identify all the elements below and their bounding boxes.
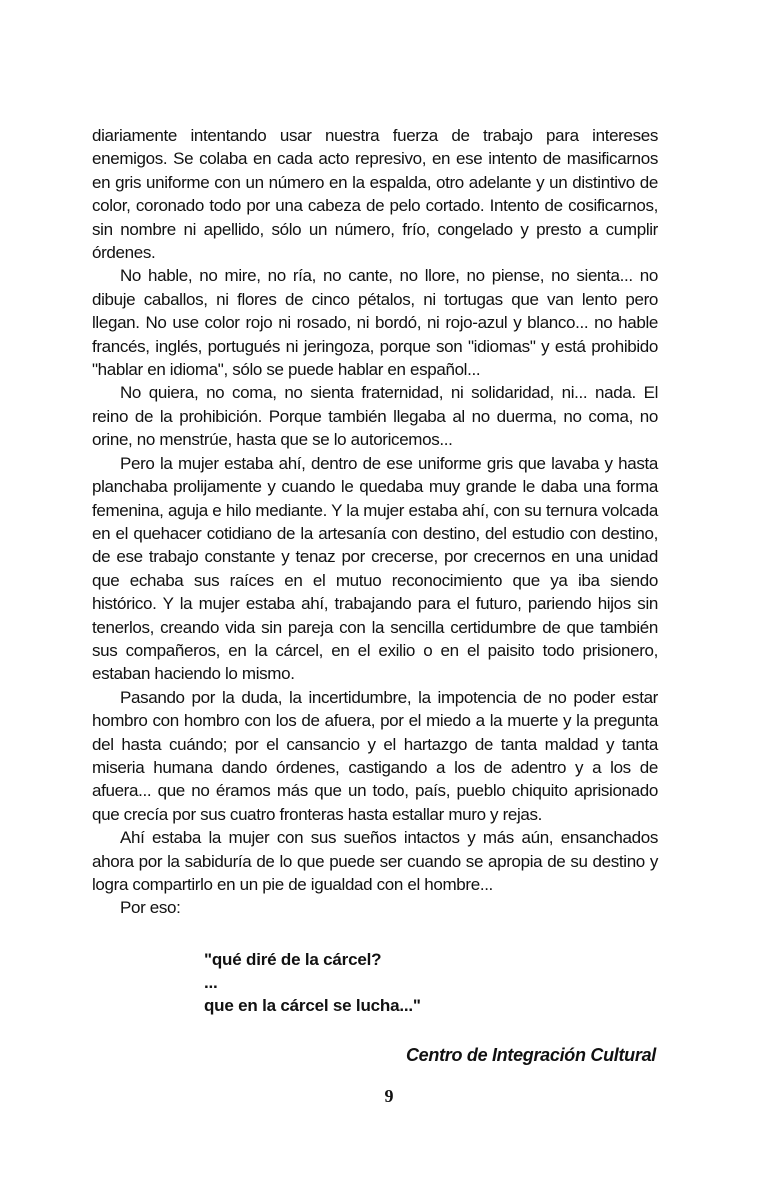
signature: Centro de Integración Cultural [405,1045,656,1065]
body-text [92,124,658,920]
paragraph: No quiera, no coma, no sienta fraternidad, ni solidaridad, ni... nada. El reino de la prohibición. Porque también llegaba al no duerma, no coma, no orine, no menstrúe, hasta que se lo autoricemos... [92,383,658,450]
paragraph: Pasando por la duda, la incertidumbre, la impotencia de no poder estar hombro con hombro con los de afuera, por el miedo a la muerte y la pregunta del hasta cuándo; por el cansancio y el hartazgo de tanta maldad y tanta miseria humana dando órdenes, castigando a los de adentro y a los de afuera... que no éramos más que un todo, país, pueblo chiquito aprisionado que crecía por sus cuatro fronteras hasta estallar muro y rejas. [92,687,658,824]
paragraph: No hable, no mire, no ría, no cante, no llore, no piense, no sienta... no dibuje caballos, ni flores de cinco pétalos, ni tortugas que van lento pero llegan. No use color rojo ni rosado, ni bordó, ni rojo-azul y blanco... no hable francés, inglés, portugués ni jeringoza, porque son "idiomas" y está prohibido "hablar en idioma", sólo se puede hablar en español... [92,266,658,380]
paragraph: Por eso: [120,898,181,918]
quote-ellipsis: ... [204,973,218,992]
quote-line-1: "qué diré de la cárcel? [204,950,382,969]
paragraph: Ahí estaba la mujer con sus sueños intactos y más aún, ensanchados ahora por la sabiduría de lo que puede ser cuando se apropia de su destino y logra compartirlo en un pie de igualdad con el hombre... [92,828,658,894]
paragraph: diariamente intentando usar nuestra fuerza de trabajo para intereses enemigos. Se colaba en cada acto represivo, en ese intento de masificarnos en gris uniforme con un número en la espalda, otro adelante y un distintivo de color, coronado todo por una cabeza de pelo cortado. Intento de cosificarnos, sin nombre ni apellido, sólo un número, frío, congelado y presto a cumplir órdenes. [92,126,658,263]
quote-line-2: que en la cárcel se lucha..." [204,996,421,1015]
paragraph: Pero la mujer estaba ahí, dentro de ese uniforme gris que lavaba y hasta planchaba prolijamente y cuando le quedaba muy grande le daba una forma femenina, aguja e hilo mediante. Y la mujer estaba ahí, con su ternura volcada en el quehacer cotidiano de la artesanía con destino, del estudio con destino, de ese trabajo constante y tenaz por crecerse, por crecernos en una unidad que echaba sus raíces en el mutuo reconocimiento que ya iba siendo histórico. Y la mujer estaba ahí, trabajando para el futuro, pariendo hijos sin tenerlos, creando vida sin pareja con la sencilla certidumbre de que también sus compañeros, en la cárcel, en el exilio o en el paisito todo prisionero, estaban haciendo lo mismo. [92,453,658,684]
page-number: 9 [384,1086,394,1106]
